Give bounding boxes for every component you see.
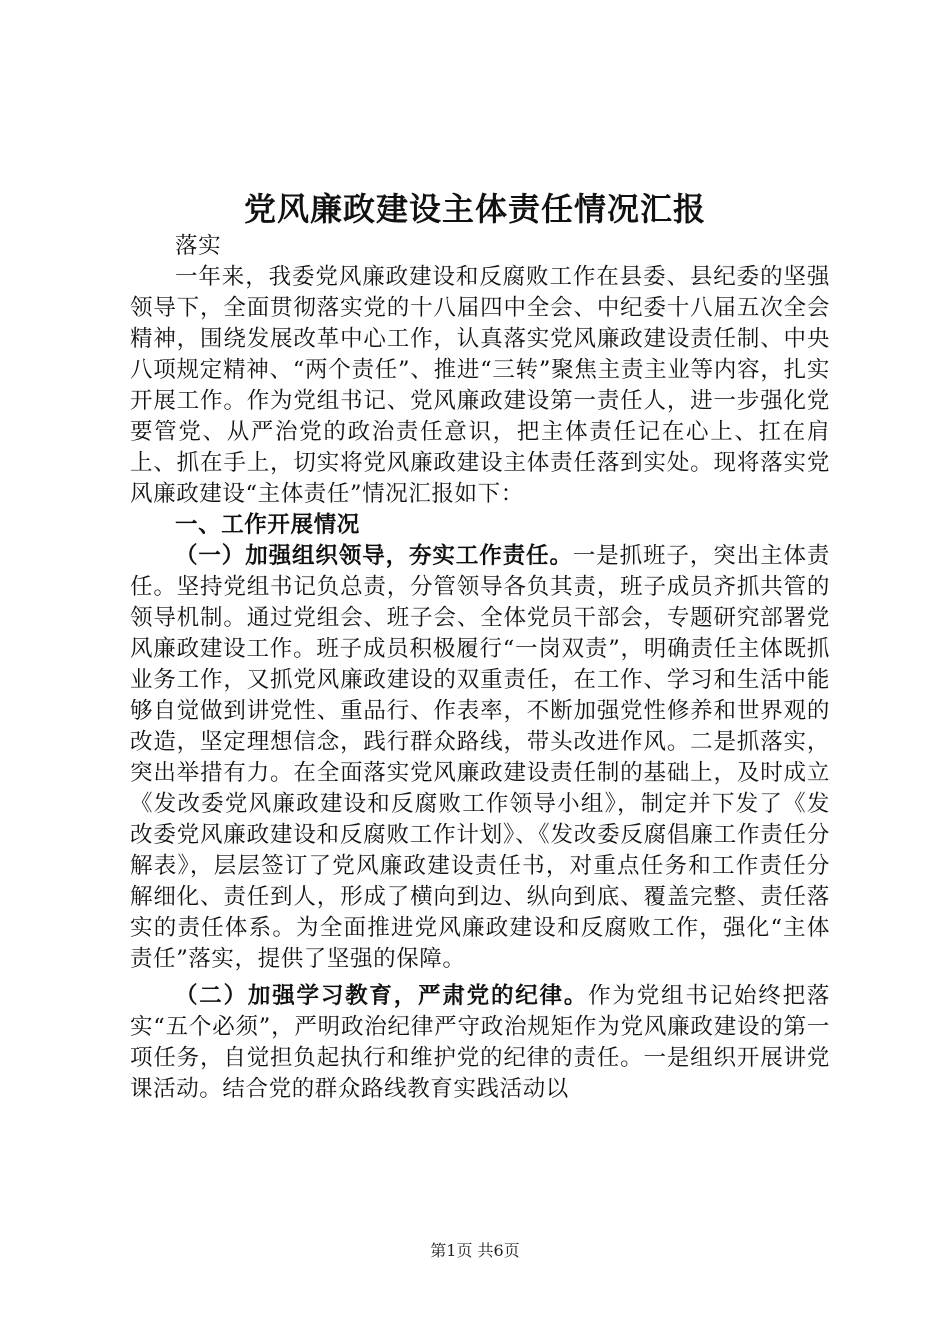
subheading-study-education: （二）加强学习教育，严肃党的纪律。 [175,983,589,1009]
paragraph-organization-leadership [130,541,830,975]
paragraph-organization-leadership-text: 一是抓班子，突出主体责任。坚持党组书记负总责，分管领导各负其责，班子成员齐抓共管的领导机制。通过党组会、班子会、全体党员干部会，专题研究部署党风廉政建设工作。班子成员积极履行“一岗双责”，明确责任主体既抓业务工作，又抓党风廉政建设的双重责任，在工作、学习和生活中能够自觉做到讲党性、重品行、作表率，不断加强党性修养和世界观的改造，坚定理想信念，践行群众路线，带头改进作风。二是抓落实，突出举措有力。在全面落实党风廉政建设责任制的基础上，及时成立《发改委党风廉政建设和反腐败工作领导小组》，制定并下发了《发改委党风廉政建设和反腐败工作计划》、《发改委反腐倡廉工作责任分解表》，层层签订了党风廉政建设责任书，对重点任务和工作责任分解细化、责任到人，形成了横向到边、纵向到底、覆盖完整、责任落实的责任体系。为全面推进党风廉政建设和反腐败工作，强化“主体责任”落实，提供了坚强的保障。 [130,543,830,972]
paragraph-intro-label: 落实 [175,233,222,259]
subheading-organization-leadership: （一）加强组织领导，夯实工作责任。 [175,543,573,569]
paragraph-study-education-text: 作为党组书记始终把落实“五个必须”，严明政治纪律严守政治规矩作为党风廉政建设的第一项任务，自觉担负起执行和维护党的纪律的责任。一是组织开展讲党课活动。结合党的群众路线教育实践活动以 [130,983,830,1102]
document-title: 党风廉政建设主体责任情况汇报 [243,190,706,228]
page-number-footer: 第1页 共6页 [430,1241,520,1260]
document-body [130,231,830,1105]
paragraph-study-education [130,981,830,1105]
paragraph-overview: 一年来，我委党风廉政建设和反腐败工作在县委、县纪委的坚强领导下，全面贯彻落实党的十八届四中全会、中纪委十八届五次全会精神，围绕发展改革中心工作，认真落实党风廉政建设责任制、中央八项规定精神、“两个责任”、推进“三转”聚焦主责主业等内容，扎实开展工作。作为党组书记、党风廉政建设第一责任人，进一步强化党要管党、从严治党的政治责任意识，把主体责任记在心上、扛在肩上、抓在手上，切实将党风廉政建设主体责任落到实处。现将落实党风廉政建设“主体责任”情况汇报如下： [130,264,830,507]
section-heading-work-status: 一、工作开展情况 [175,512,360,538]
